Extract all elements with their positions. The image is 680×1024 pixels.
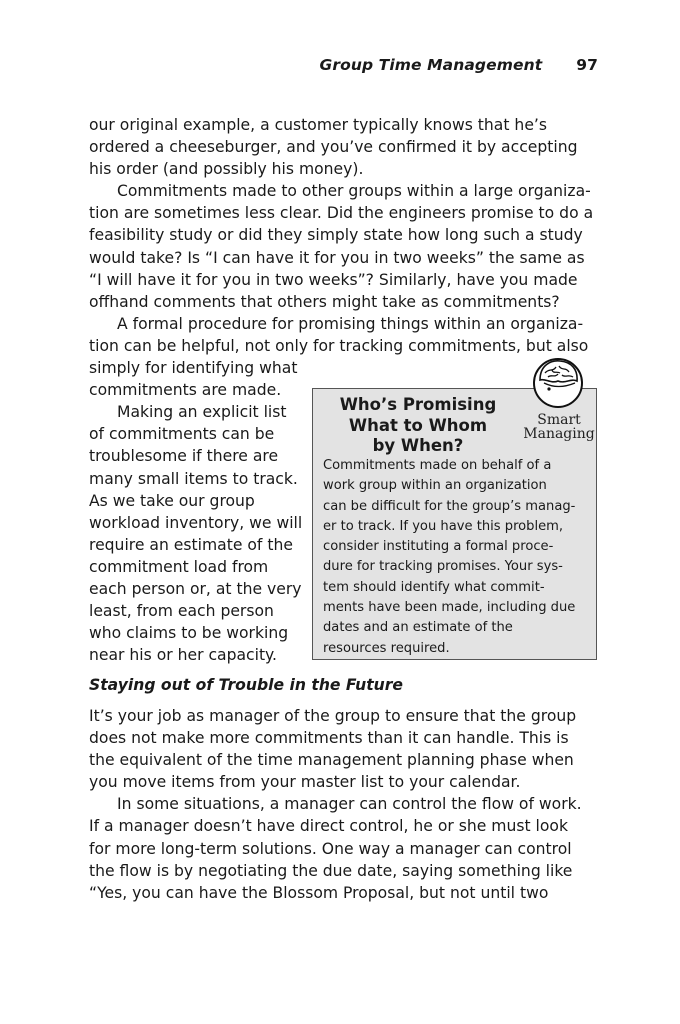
text-line: simply for identifying what bbox=[89, 359, 298, 378]
text-line: offhand comments that others might take as commitments? bbox=[89, 292, 560, 311]
text-line: A formal procedure for promising things within an organiza- bbox=[117, 314, 584, 333]
page-number: 97 bbox=[576, 56, 598, 74]
sidebar-title-line: What to Whom bbox=[348, 415, 488, 435]
text-line: feasibility study or did they simply state how long such a study bbox=[89, 226, 583, 245]
text-line: would take? Is “I can have it for you in two weeks” the same as bbox=[89, 248, 585, 267]
text-line: Making an explicit list bbox=[117, 403, 287, 422]
sidebar-title bbox=[313, 395, 523, 457]
text-line: troublesome if there are bbox=[89, 447, 279, 466]
sidebar-line: tem should identify what commit- bbox=[323, 579, 545, 595]
text-line: require an estimate of the bbox=[89, 535, 293, 554]
text-line: each person or, at the very bbox=[89, 579, 302, 598]
text-line: Commitments made to other groups within a large organiza- bbox=[117, 182, 591, 201]
sidebar-line: Commitments made on behalf of a bbox=[323, 458, 552, 473]
text-line: In some situations, a manager can control the flow of work. bbox=[117, 795, 582, 814]
text-line: his order (and possibly his money). bbox=[89, 160, 364, 179]
sidebar-line: er to track. If you have this problem, bbox=[323, 518, 564, 534]
running-head bbox=[320, 56, 598, 74]
text-line: commitments are made. bbox=[89, 381, 282, 400]
logo-line: Managing bbox=[523, 426, 595, 442]
sidebar-line: dure for tracking promises. Your sys- bbox=[323, 559, 563, 575]
text-line: As we take our group bbox=[89, 491, 255, 510]
body-text-bottom bbox=[89, 705, 582, 904]
text-line: If a manager doesn’t have direct control, he or she must look bbox=[89, 817, 569, 836]
sidebar-title-line: Who’s Promising bbox=[339, 395, 497, 414]
text-line: does not make more commitments than it can handle. This is bbox=[89, 729, 569, 748]
sidebar-line: resources required. bbox=[323, 640, 450, 656]
text-line: our original example, a customer typically knows that he’s bbox=[89, 116, 547, 134]
text-line: who claims to be working bbox=[89, 624, 289, 643]
text-line: “Yes, you can have the Blossom Proposal, but not until two bbox=[89, 883, 549, 902]
brain-head-icon bbox=[531, 353, 585, 409]
text-line: least, from each person bbox=[89, 602, 274, 621]
sidebar-line: ments have been made, including due bbox=[323, 600, 576, 616]
text-line: tion are sometimes less clear. Did the engineers promise to do a bbox=[89, 204, 594, 223]
text-line: It’s your job as manager of the group to ensure that the group bbox=[89, 707, 577, 725]
smart-managing-sidebar bbox=[312, 388, 597, 660]
text-line: ordered a cheeseburger, and you’ve confirmed it by accepting bbox=[89, 138, 578, 157]
text-line: the flow is by negotiating the due date, saying something like bbox=[89, 861, 573, 880]
section-heading: Staying out of Trouble in the Future bbox=[89, 676, 404, 694]
text-line: the equivalent of the time management planning phase when bbox=[89, 751, 574, 770]
sidebar-line: work group within an organization bbox=[323, 478, 547, 494]
logo-line: Smart bbox=[537, 412, 581, 428]
text-line: workload inventory, we will bbox=[89, 513, 303, 532]
text-line: of commitments can be bbox=[89, 425, 275, 444]
text-line: tion can be helpful, not only for tracking commitments, but also bbox=[89, 336, 589, 355]
sidebar-body bbox=[323, 456, 575, 659]
sidebar-line: dates and an estimate of the bbox=[323, 620, 513, 636]
text-line: near his or her capacity. bbox=[89, 646, 278, 665]
sidebar-title-line: by When? bbox=[372, 436, 464, 455]
text-line: “I will have it for you in two weeks”? Similarly, have you made bbox=[89, 270, 578, 289]
text-line: commitment load from bbox=[89, 557, 269, 576]
text-line: many small items to track. bbox=[89, 469, 298, 488]
text-line: for more long-term solutions. One way a manager can control bbox=[89, 839, 572, 858]
sidebar-line: consider instituting a formal proce- bbox=[323, 539, 554, 555]
text-line: you move items from your master list to your calendar. bbox=[89, 773, 521, 792]
sidebar-line: can be difficult for the group’s manag- bbox=[323, 498, 576, 514]
chapter-title: Group Time Management bbox=[319, 56, 543, 74]
smart-managing-logo bbox=[520, 413, 598, 441]
